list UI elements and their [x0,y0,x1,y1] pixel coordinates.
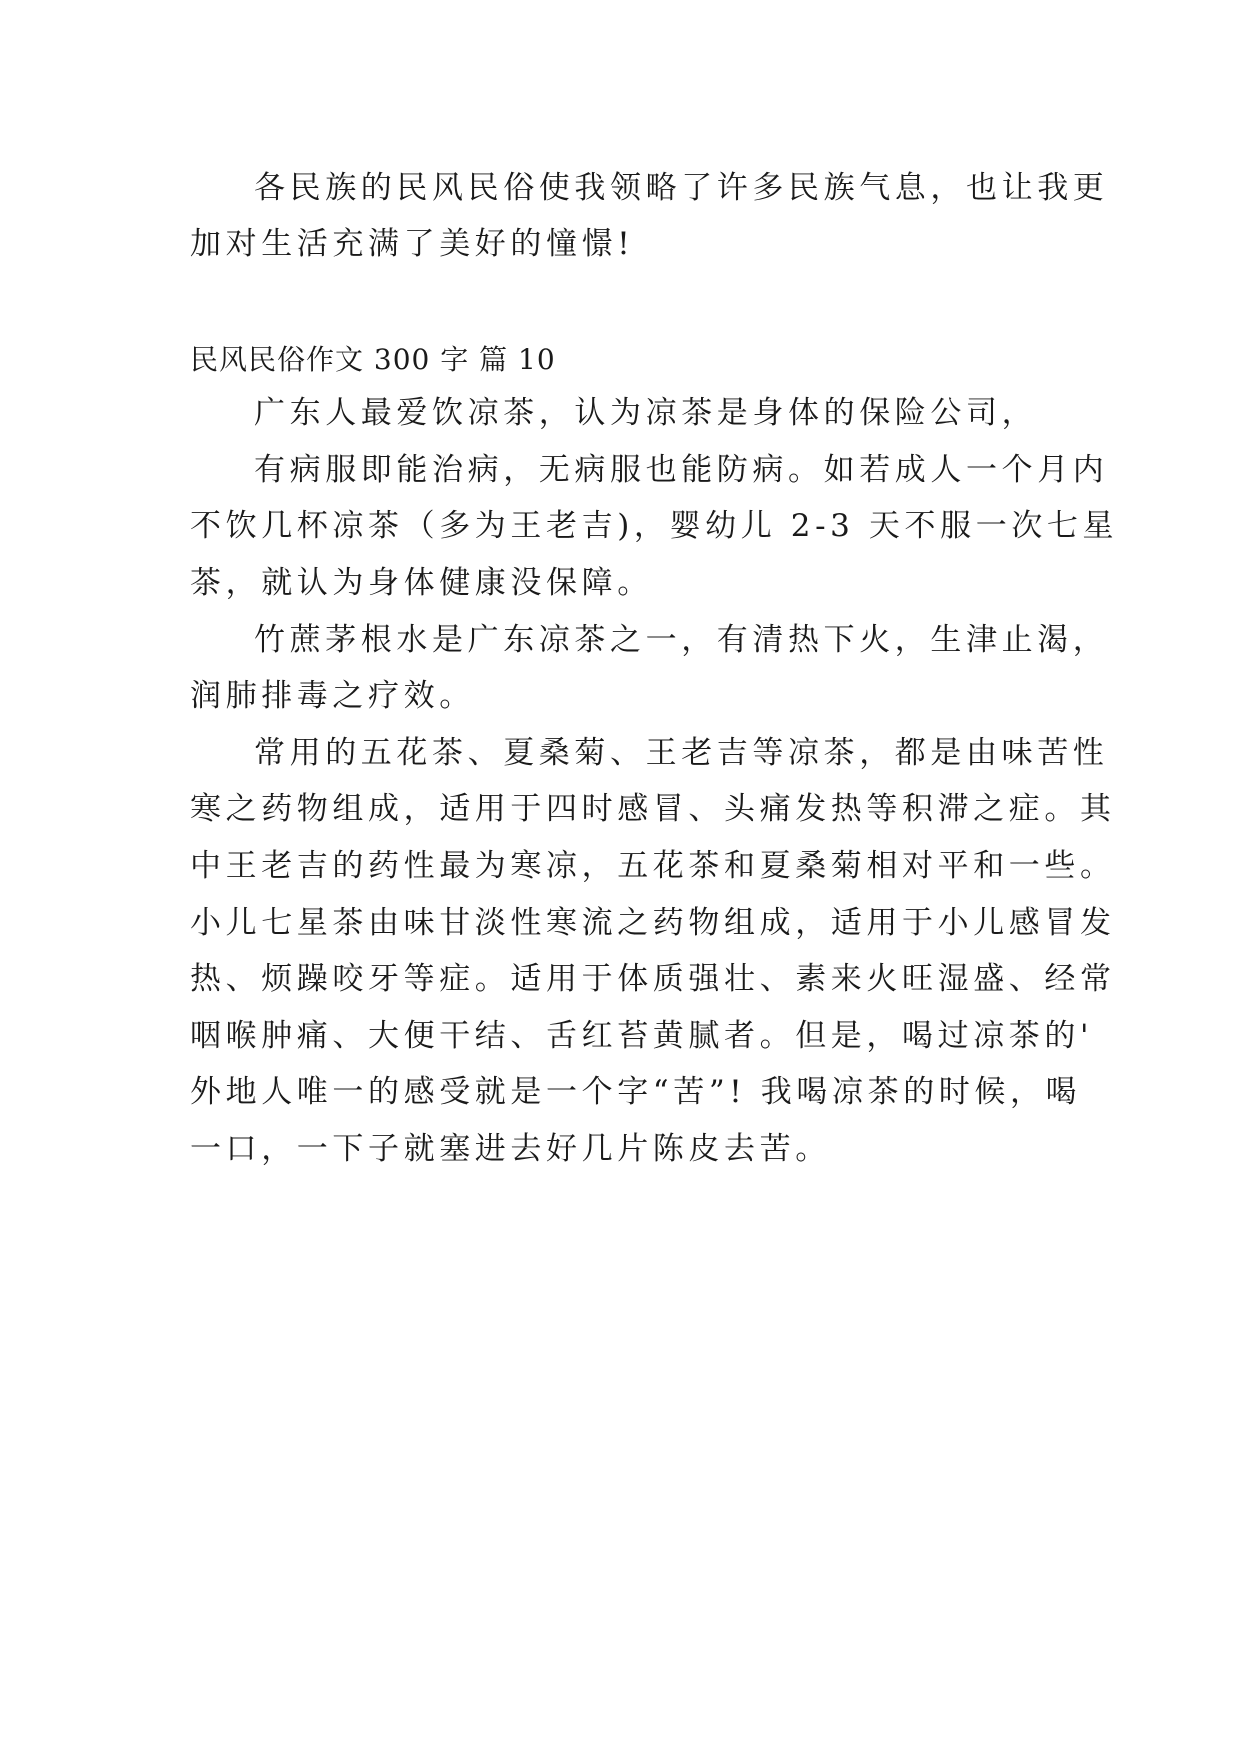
paragraph-line: 常用的五花茶、夏桑菊、王老吉等凉茶，都是由味苦性 [254,735,1109,771]
paragraph-line: 各民族的民风民俗使我领略了许多民族气息，也让我更 [254,170,1109,206]
paragraph-line: 热、烦躁咬牙等症。适用于体质强壮、素来火旺湿盛、经常 [190,961,1116,997]
paragraph-line: 竹蔗茅根水是广东凉茶之一，有清热下火，生津止渴， [254,622,1109,658]
paragraph-line: 有病服即能治病，无病服也能防病。如若成人一个月内 [254,452,1109,488]
paragraph-line: 小儿七星茶由味甘淡性寒流之药物组成，适用于小儿感冒发 [190,905,1116,941]
paragraph-line: 一口，一下子就塞进去好几片陈皮去苦。 [190,1131,831,1167]
paragraph-line: 中王老吉的药性最为寒凉，五花茶和夏桑菊相对平和一些。 [190,848,1116,884]
paragraph-line: 润肺排毒之疗效。 [190,678,475,714]
paragraph-line: 不饮几杯凉茶（多为王老吉)，婴幼儿 2-3 天不服一次七星 [190,508,1119,544]
paragraph-line: 外地人唯一的感受就是一个字“苦”! 我喝凉茶的时候，喝 [190,1074,1082,1110]
section-heading: 民风民俗作文 300 字 篇 10 [190,343,556,376]
paragraph-line: 寒之药物组成，适用于四时感冒、头痛发热等积滞之症。其 [190,791,1116,827]
paragraph-line: 加对生活充满了美好的憧憬! [190,226,635,262]
paragraph-line: 咽喉肿痛、大便干结、舌红苔黄腻者。但是，喝过凉茶的' [190,1018,1094,1054]
paragraph-line: 茶，就认为身体健康没保障。 [190,565,653,601]
paragraph-line: 广东人最爱饮凉茶，认为凉茶是身体的保险公司， [254,395,1038,431]
